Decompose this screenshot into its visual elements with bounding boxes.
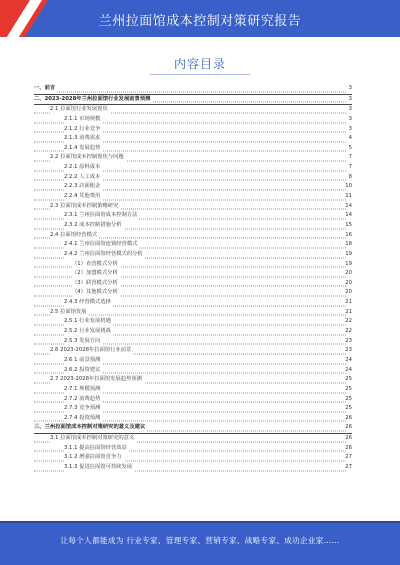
toc-dot-leader — [34, 82, 346, 93]
page-footer — [0, 521, 400, 565]
toc-entry-title: 2.7.2 消费趋势 — [64, 395, 102, 405]
toc-entry-title: （4）其他模式分析 — [72, 288, 120, 298]
toc-entry-page: 7 — [348, 154, 352, 161]
toc-entry-title: 2.3 拉面馆成本控制策略研究 — [50, 202, 120, 212]
toc-entry-page: 19 — [345, 250, 352, 257]
toc-entry-page: 23 — [345, 347, 352, 354]
toc-heading: 内容目录 — [173, 57, 226, 71]
toc-entry-page: 3 — [348, 115, 352, 122]
toc-entry-page: 21 — [345, 308, 352, 315]
report-title: 兰州拉面馆成本控制对策研究报告 — [98, 14, 302, 29]
toc-entry-page: 18 — [345, 241, 352, 248]
toc-entry-page: 23 — [345, 337, 352, 344]
toc-entry-page: 27 — [345, 463, 352, 470]
toc-entry-page: 20 — [345, 279, 352, 286]
table-of-contents — [34, 84, 352, 473]
toc-entry-title: 2.2 拉面馆成本控制现状与问题 — [50, 153, 126, 163]
toc-entry-page: 22 — [345, 328, 352, 335]
toc-entry-title: 3.1.2 增强拉面馆竞争力 — [64, 453, 124, 463]
toc-entry-title: 2.4.3 经营模式选择 — [64, 298, 113, 308]
toc-entry-title: 3.1.1 提高拉面馆经营效益 — [64, 444, 129, 454]
toc-entry-page: 10 — [345, 183, 352, 190]
toc-entry-title: （3）联营模式分析 — [72, 279, 120, 289]
toc-entry-title: 2.3.2 成本控制措施分析 — [64, 221, 124, 231]
toc-entry-page: 25 — [345, 405, 352, 412]
toc-entry-title: 2.4 拉面馆经营模式 — [50, 231, 99, 241]
toc-entry-title: 2.7.3 竞争预测 — [64, 404, 102, 414]
toc-entry-title: 3.1 拉面馆成本控制对策研究的意义 — [50, 434, 136, 444]
footer-slogan: 让每个人都能成为 行业专家、管理专家、营销专家、战略专家、成功企业家…… — [60, 536, 340, 545]
toc-entry-title: 2.1 拉面馆行业发展现状 — [50, 105, 110, 115]
toc-entry-page: 27 — [345, 454, 352, 461]
toc-entry[interactable] — [34, 463, 352, 473]
toc-entry-title: 2.2.1 原料成本 — [64, 163, 102, 173]
toc-entry-title: 2.6 2023-2028年拉面馆行业前景 — [50, 346, 133, 356]
toc-entry-page: 20 — [345, 289, 352, 296]
toc-entry-title: 2.5.1 行业发展机遇 — [64, 317, 113, 327]
toc-entry-title: 2.5.2 行业发展挑战 — [64, 327, 113, 337]
toc-entry-title: 2.1.4 发展趋势 — [64, 144, 102, 154]
footer-accent-line — [0, 521, 400, 523]
toc-entry-title: 2.6.1 前景预测 — [64, 356, 102, 366]
toc-entry-page: 25 — [345, 395, 352, 402]
toc-entry-title: 2.2.3 店面租金 — [64, 182, 102, 192]
toc-entry-page: 15 — [345, 221, 352, 228]
toc-entry-title: （1）直营模式分析 — [72, 260, 120, 270]
toc-entry-page: 21 — [345, 299, 352, 306]
toc-entry-page: 26 — [345, 435, 352, 442]
toc-entry-title: 2.7.4 投资预测 — [64, 414, 102, 424]
toc-entry-page: 22 — [345, 318, 352, 325]
toc-entry-page: 3 — [348, 106, 352, 113]
toc-entry-page: 24 — [345, 356, 352, 363]
toc-heading-divider — [150, 74, 250, 75]
toc-entry-page: 19 — [345, 260, 352, 267]
toc-entry-title: 2.7.1 规模预测 — [64, 385, 102, 395]
toc-entry-page: 4 — [348, 135, 352, 142]
toc-entry-page: 5 — [348, 144, 352, 151]
toc-entry-page: 3 — [348, 85, 352, 91]
toc-entry-title: 2.1.1 市场规模 — [64, 115, 102, 125]
toc-entry-title: 2.6.2 投资建议 — [64, 366, 102, 376]
toc-entry-page: 7 — [348, 164, 352, 171]
toc-entry-title: 2.1.2 行业竞争 — [64, 125, 102, 135]
toc-entry-title: 二、2023-2028年兰州拉面馆行业发展前景预测 — [34, 95, 152, 105]
toc-entry-title: 2.4.1 兰州拉面馆连锁经营模式 — [64, 240, 139, 250]
toc-entry-title: 2.3.1 兰州拉面馆成本控制方法 — [64, 211, 139, 221]
toc-entry-page: 14 — [345, 202, 352, 209]
toc-entry-title: 2.5.3 发展方向 — [64, 337, 102, 347]
toc-entry-page: 25 — [345, 385, 352, 392]
toc-entry-page: 8 — [348, 173, 352, 180]
toc-entry-page: 16 — [345, 231, 352, 238]
toc-entry-page: 26 — [345, 424, 352, 431]
toc-entry-page: 20 — [345, 270, 352, 277]
toc-entry-title: 2.7 2023-2028年拉面馆发展趋势预测 — [50, 375, 144, 385]
page-header — [0, 0, 400, 37]
toc-entry-page: 14 — [345, 212, 352, 219]
toc-entry-page: 26 — [345, 444, 352, 451]
toc-entry-title: 三、兰州拉面馆成本控制对策研究的意义及建议 — [34, 423, 147, 433]
toc-entry-title: 2.5 拉面馆发展 — [50, 308, 89, 318]
toc-entry-page: 3 — [348, 95, 352, 102]
toc-entry-page: 3 — [348, 125, 352, 132]
toc-entry-title: 2.2.2 人工成本 — [64, 173, 102, 183]
toc-entry-title: 2.1.3 消费需求 — [64, 134, 102, 144]
toc-entry-page: 25 — [345, 376, 352, 383]
toc-entry-title: 一、前言 — [34, 84, 57, 94]
toc-entry-page: 24 — [345, 366, 352, 373]
toc-entry-page: 26 — [345, 414, 352, 421]
toc-entry-title: 3.1.3 促进拉面馆可持续发展 — [64, 463, 134, 473]
toc-entry-page: 11 — [345, 193, 352, 200]
toc-entry-title: （2）加盟模式分析 — [72, 269, 120, 279]
toc-entry-title: 2.2.4 其他费用 — [64, 192, 102, 202]
toc-entry-title: 2.4.2 兰州拉面馆经营模式的分析 — [64, 250, 145, 260]
